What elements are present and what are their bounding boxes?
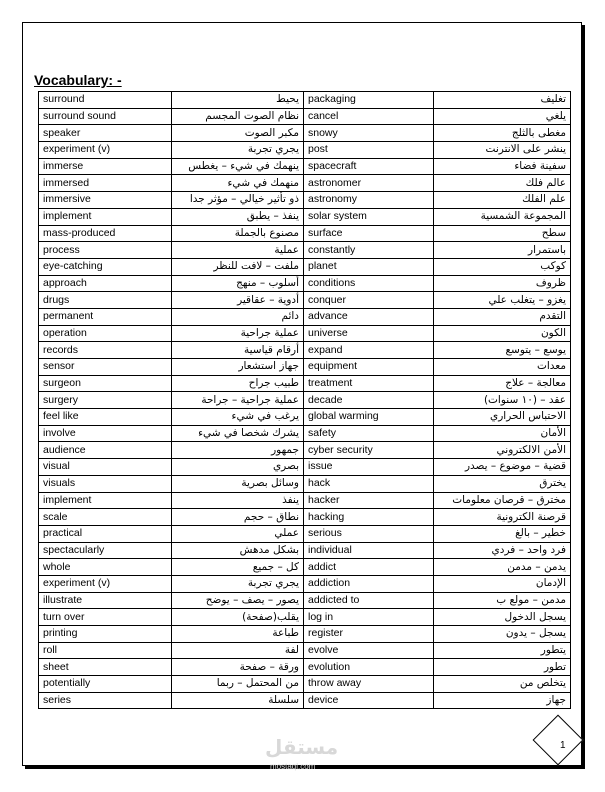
- table-row: [39, 425, 571, 442]
- table-row: [39, 692, 571, 709]
- english-term: addicted to: [304, 592, 434, 609]
- english-term: packaging: [304, 92, 434, 109]
- english-term: practical: [39, 525, 172, 542]
- arabic-meaning: فرد واحد – فردي: [434, 542, 571, 559]
- arabic-meaning: لفة: [172, 642, 304, 659]
- english-term: sensor: [39, 359, 172, 376]
- english-term: surround sound: [39, 108, 172, 125]
- arabic-meaning: يدمن – مدمن: [434, 559, 571, 576]
- english-term: surround: [39, 92, 172, 109]
- arabic-meaning: قضية – موضوع – يصدر: [434, 459, 571, 476]
- english-term: illustrate: [39, 592, 172, 609]
- english-term: solar system: [304, 208, 434, 225]
- arabic-meaning: يصور – يصف – يوضح: [172, 592, 304, 609]
- arabic-meaning: مصنوع بالجملة: [172, 225, 304, 242]
- english-term: cyber security: [304, 442, 434, 459]
- arabic-meaning: من المحتمل – ربما: [172, 676, 304, 693]
- table-row: [39, 676, 571, 693]
- english-term: records: [39, 342, 172, 359]
- table-row: [39, 342, 571, 359]
- table-row: [39, 592, 571, 609]
- table-row: [39, 125, 571, 142]
- arabic-meaning: يتخلص من: [434, 676, 571, 693]
- english-term: potentially: [39, 676, 172, 693]
- table-row: [39, 525, 571, 542]
- arabic-meaning: يقلب(صفحة): [172, 609, 304, 626]
- english-term: universe: [304, 325, 434, 342]
- arabic-meaning: طبيب جراح: [172, 375, 304, 392]
- english-term: evolution: [304, 659, 434, 676]
- arabic-meaning: التقدم: [434, 308, 571, 325]
- english-term: addiction: [304, 575, 434, 592]
- english-term: process: [39, 242, 172, 259]
- arabic-meaning: معالجة – علاج: [434, 375, 571, 392]
- arabic-meaning: باستمرار: [434, 242, 571, 259]
- arabic-meaning: ينفذ – يطبق: [172, 208, 304, 225]
- table-row: [39, 359, 571, 376]
- arabic-meaning: يسجل – يدون: [434, 626, 571, 643]
- english-term: safety: [304, 425, 434, 442]
- english-term: register: [304, 626, 434, 643]
- english-term: decade: [304, 392, 434, 409]
- english-term: visual: [39, 459, 172, 476]
- vocabulary-table-body: [39, 92, 571, 709]
- arabic-meaning: ظروف: [434, 275, 571, 292]
- arabic-meaning: بشكل مدهش: [172, 542, 304, 559]
- table-row: [39, 492, 571, 509]
- english-term: individual: [304, 542, 434, 559]
- english-term: serious: [304, 525, 434, 542]
- english-term: scale: [39, 509, 172, 526]
- arabic-meaning: ملفت – لافت للنظر: [172, 258, 304, 275]
- english-term: immersed: [39, 175, 172, 192]
- arabic-meaning: أدوية – عقاقير: [172, 292, 304, 309]
- table-row: [39, 158, 571, 175]
- table-row: [39, 475, 571, 492]
- arabic-meaning: طباعة: [172, 626, 304, 643]
- table-row: [39, 392, 571, 409]
- table-row: [39, 92, 571, 109]
- arabic-meaning: يتطور: [434, 642, 571, 659]
- arabic-meaning: تغليف: [434, 92, 571, 109]
- table-row: [39, 108, 571, 125]
- english-term: evolve: [304, 642, 434, 659]
- arabic-meaning: سفينة فضاء: [434, 158, 571, 175]
- arabic-meaning: ورقة – صفحة: [172, 659, 304, 676]
- english-term: audience: [39, 442, 172, 459]
- table-row: [39, 192, 571, 209]
- english-term: conditions: [304, 275, 434, 292]
- english-term: planet: [304, 258, 434, 275]
- arabic-meaning: يشرك شخصا في شيء: [172, 425, 304, 442]
- english-term: issue: [304, 459, 434, 476]
- table-row: [39, 575, 571, 592]
- english-term: snowy: [304, 125, 434, 142]
- table-row: [39, 559, 571, 576]
- english-term: speaker: [39, 125, 172, 142]
- arabic-meaning: يحيط: [172, 92, 304, 109]
- arabic-meaning: يرغب في شيء: [172, 409, 304, 426]
- table-row: [39, 308, 571, 325]
- arabic-meaning: الإدمان: [434, 575, 571, 592]
- table-row: [39, 325, 571, 342]
- table-row: [39, 242, 571, 259]
- english-term: experiment (v): [39, 142, 172, 159]
- english-term: turn over: [39, 609, 172, 626]
- arabic-meaning: عملي: [172, 525, 304, 542]
- arabic-meaning: بصري: [172, 459, 304, 476]
- watermark-logo: مستقل: [265, 735, 339, 759]
- arabic-meaning: عملية جراحية – جراحة: [172, 392, 304, 409]
- english-term: advance: [304, 308, 434, 325]
- arabic-meaning: معدات: [434, 359, 571, 376]
- vocabulary-table: [38, 91, 571, 709]
- arabic-meaning: عملية جراحية: [172, 325, 304, 342]
- table-row: [39, 509, 571, 526]
- english-term: immerse: [39, 158, 172, 175]
- english-term: mass-produced: [39, 225, 172, 242]
- table-row: [39, 659, 571, 676]
- arabic-meaning: الكون: [434, 325, 571, 342]
- arabic-meaning: يجري تجربة: [172, 142, 304, 159]
- english-term: immersive: [39, 192, 172, 209]
- arabic-meaning: مدمن – مولع ب: [434, 592, 571, 609]
- arabic-meaning: مغطى بالثلج: [434, 125, 571, 142]
- table-row: [39, 442, 571, 459]
- arabic-meaning: عالم فلك: [434, 175, 571, 192]
- english-term: surgery: [39, 392, 172, 409]
- arabic-meaning: دائم: [172, 308, 304, 325]
- arabic-meaning: الاحتباس الحراري: [434, 409, 571, 426]
- english-term: post: [304, 142, 434, 159]
- arabic-meaning: مخترق – قرصان معلومات: [434, 492, 571, 509]
- arabic-meaning: خطير – بالغ: [434, 525, 571, 542]
- table-row: [39, 642, 571, 659]
- english-term: sheet: [39, 659, 172, 676]
- arabic-meaning: وسائل بصرية: [172, 475, 304, 492]
- english-term: implement: [39, 208, 172, 225]
- table-row: [39, 175, 571, 192]
- arabic-meaning: كل – جميع: [172, 559, 304, 576]
- english-term: conquer: [304, 292, 434, 309]
- table-row: [39, 225, 571, 242]
- arabic-meaning: الأمان: [434, 425, 571, 442]
- arabic-meaning: المجموعة الشمسية: [434, 208, 571, 225]
- english-term: involve: [39, 425, 172, 442]
- english-term: implement: [39, 492, 172, 509]
- arabic-meaning: سطح: [434, 225, 571, 242]
- arabic-meaning: علم الفلك: [434, 192, 571, 209]
- arabic-meaning: تطور: [434, 659, 571, 676]
- arabic-meaning: الأمن الالكتروني: [434, 442, 571, 459]
- table-row: [39, 142, 571, 159]
- english-term: roll: [39, 642, 172, 659]
- arabic-meaning: ينشر على الانترنت: [434, 142, 571, 159]
- english-term: cancel: [304, 108, 434, 125]
- arabic-meaning: جهاز: [434, 692, 571, 709]
- english-term: spacecraft: [304, 158, 434, 175]
- arabic-meaning: يسجل الدخول: [434, 609, 571, 626]
- table-row: [39, 208, 571, 225]
- english-term: log in: [304, 609, 434, 626]
- english-term: addict: [304, 559, 434, 576]
- table-row: [39, 409, 571, 426]
- arabic-meaning: قرصنة الكترونية: [434, 509, 571, 526]
- table-row: [39, 258, 571, 275]
- english-term: throw away: [304, 676, 434, 693]
- english-term: feel like: [39, 409, 172, 426]
- table-row: [39, 459, 571, 476]
- arabic-meaning: نطاق – حجم: [172, 509, 304, 526]
- arabic-meaning: أسلوب – منهج: [172, 275, 304, 292]
- english-term: equipment: [304, 359, 434, 376]
- arabic-meaning: جمهور: [172, 442, 304, 459]
- watermark-url: mostaql.com: [270, 762, 316, 771]
- arabic-meaning: جهاز استشعار: [172, 359, 304, 376]
- english-term: printing: [39, 626, 172, 643]
- english-term: surface: [304, 225, 434, 242]
- table-row: [39, 626, 571, 643]
- english-term: hack: [304, 475, 434, 492]
- arabic-meaning: يجري تجربة: [172, 575, 304, 592]
- english-term: astronomer: [304, 175, 434, 192]
- arabic-meaning: نظام الصوت المجسم: [172, 108, 304, 125]
- arabic-meaning: كوكب: [434, 258, 571, 275]
- arabic-meaning: يوسع – يتوسع: [434, 342, 571, 359]
- table-row: [39, 275, 571, 292]
- table-row: [39, 292, 571, 309]
- table-row: [39, 542, 571, 559]
- english-term: device: [304, 692, 434, 709]
- arabic-meaning: منهمك في شيء: [172, 175, 304, 192]
- english-term: expand: [304, 342, 434, 359]
- page-title: Vocabulary: -: [34, 72, 122, 88]
- page-number: 1: [560, 740, 566, 751]
- table-row: [39, 609, 571, 626]
- arabic-meaning: ينهمك في شيء – يغطس: [172, 158, 304, 175]
- arabic-meaning: أرقام قياسية: [172, 342, 304, 359]
- english-term: hacking: [304, 509, 434, 526]
- english-term: drugs: [39, 292, 172, 309]
- arabic-meaning: مكبر الصوت: [172, 125, 304, 142]
- english-term: constantly: [304, 242, 434, 259]
- arabic-meaning: ينفذ: [172, 492, 304, 509]
- english-term: astronomy: [304, 192, 434, 209]
- arabic-meaning: يغزو – يتغلب علي: [434, 292, 571, 309]
- english-term: treatment: [304, 375, 434, 392]
- english-term: series: [39, 692, 172, 709]
- english-term: hacker: [304, 492, 434, 509]
- english-term: surgeon: [39, 375, 172, 392]
- table-row: [39, 375, 571, 392]
- english-term: approach: [39, 275, 172, 292]
- arabic-meaning: يلغي: [434, 108, 571, 125]
- english-term: whole: [39, 559, 172, 576]
- arabic-meaning: عقد – (١٠ سنوات): [434, 392, 571, 409]
- arabic-meaning: يخترق: [434, 475, 571, 492]
- english-term: experiment (v): [39, 575, 172, 592]
- arabic-meaning: سلسلة: [172, 692, 304, 709]
- english-term: operation: [39, 325, 172, 342]
- english-term: visuals: [39, 475, 172, 492]
- arabic-meaning: ذو تأثير خيالي – مؤثر جدا: [172, 192, 304, 209]
- english-term: spectacularly: [39, 542, 172, 559]
- english-term: eye-catching: [39, 258, 172, 275]
- arabic-meaning: عملية: [172, 242, 304, 259]
- english-term: global warming: [304, 409, 434, 426]
- english-term: permanent: [39, 308, 172, 325]
